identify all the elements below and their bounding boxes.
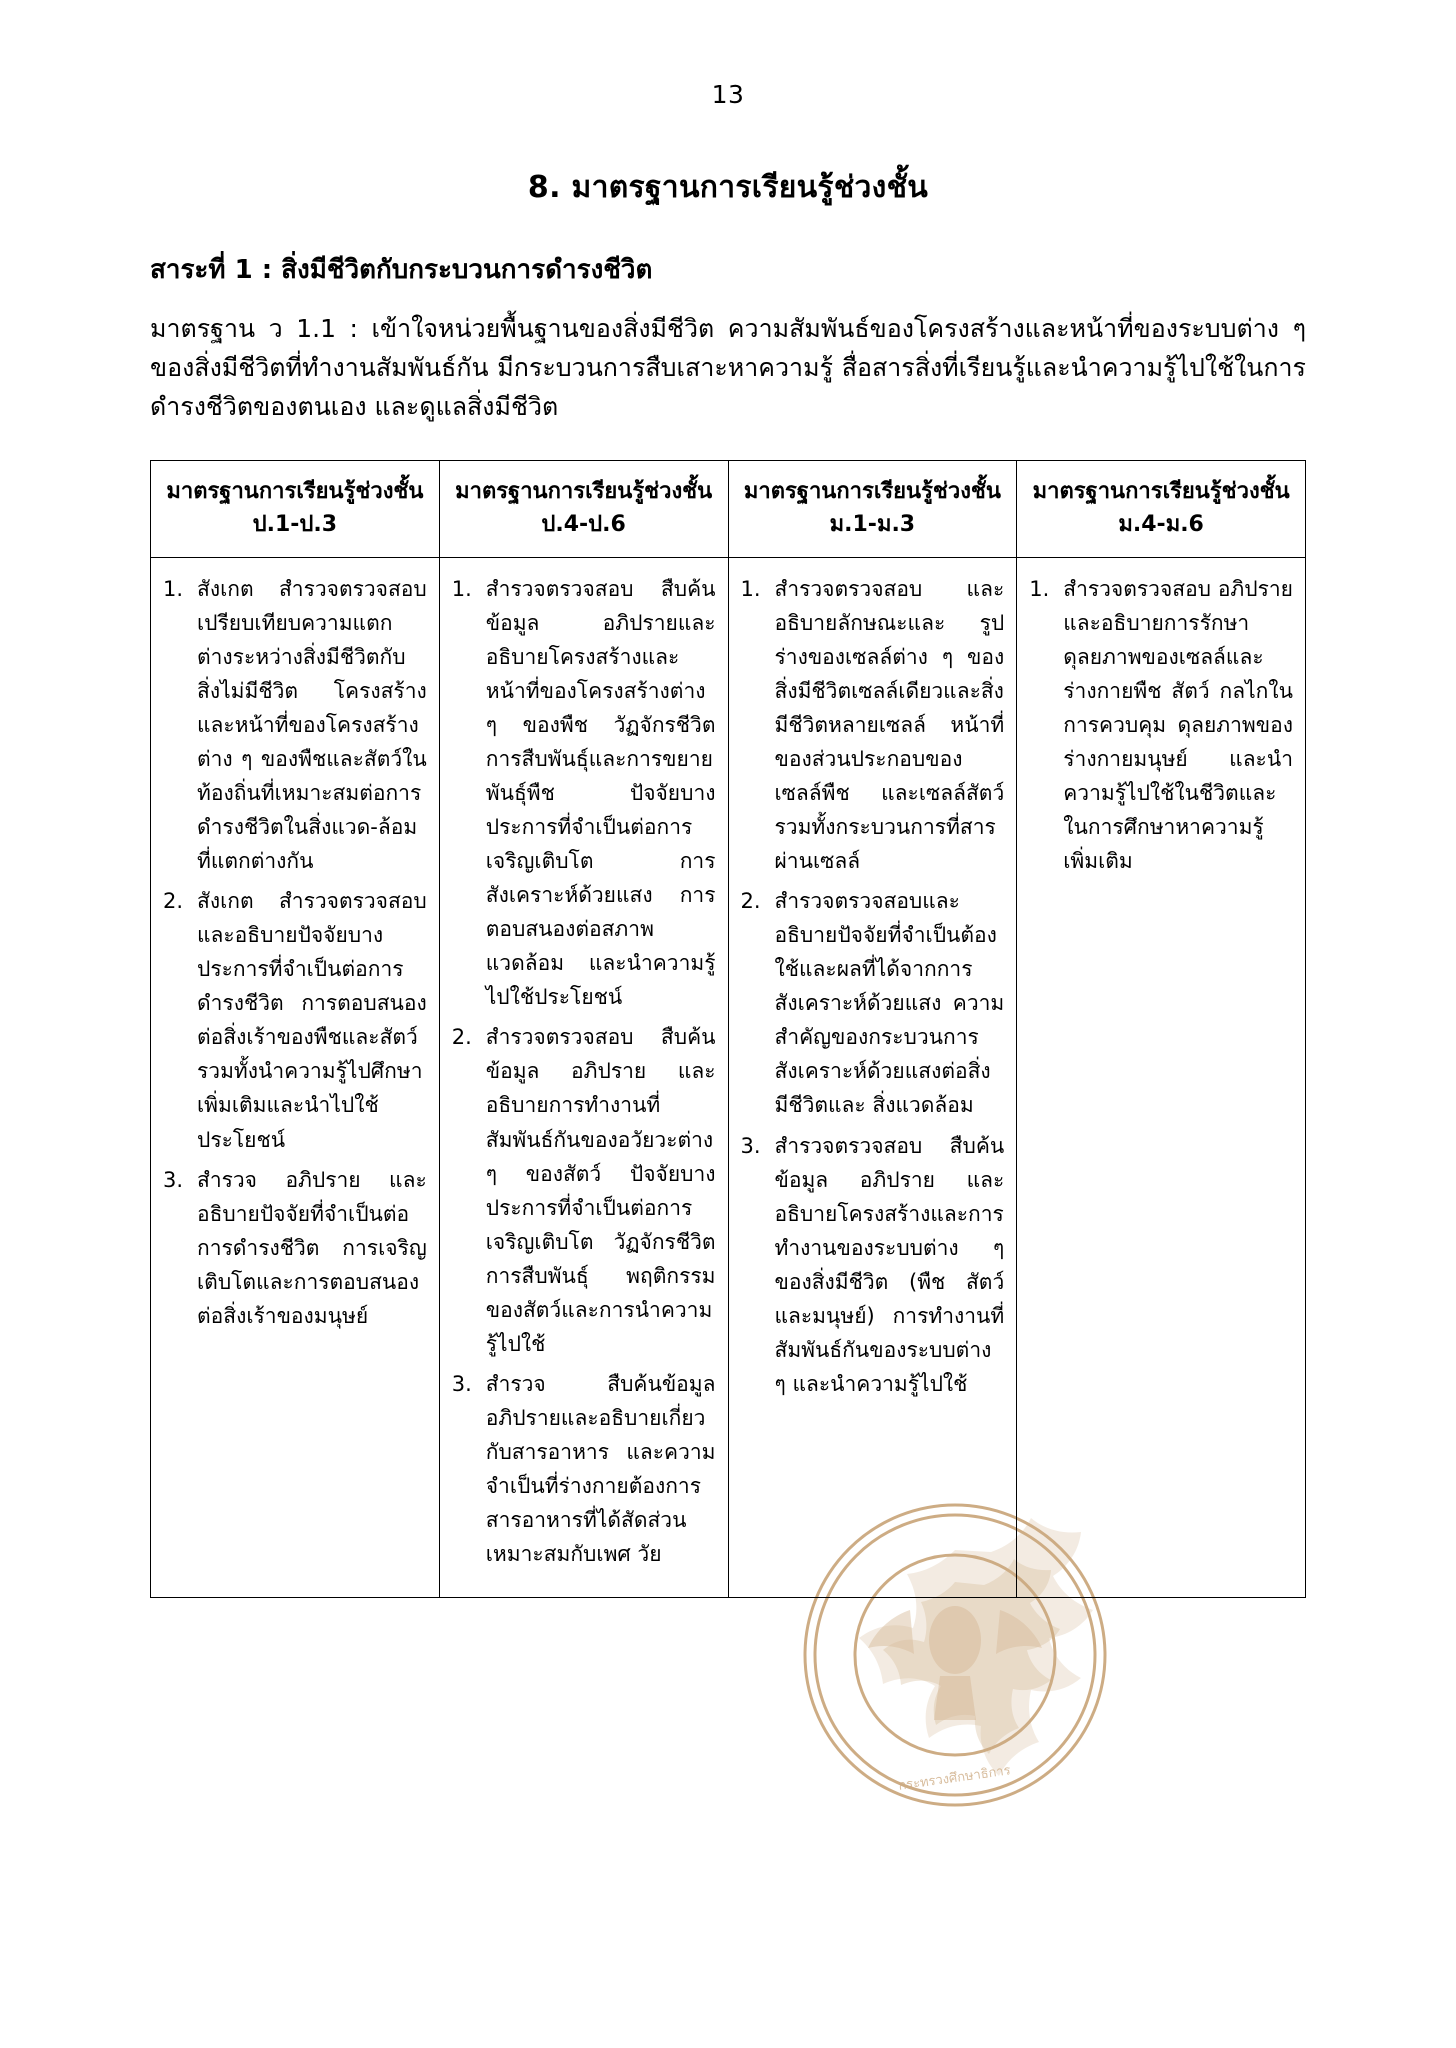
cell-p4-p6 xyxy=(439,558,728,1597)
list-item: สังเกต สำรวจตรวจสอบ และอธิบายปัจจัยบางประการที่จำเป็นต่อการดำรงชีวิต การตอบสนองต่อสิ่งเร้าของพืชและสัตว์ รวมทั้งนำความรู้ไปศึกษาเพิ่มเติมและนำไปใช้ประโยชน์ xyxy=(197,889,427,1152)
list-item: สำรวจตรวจสอบและอธิบายปัจจัยที่จำเป็นต้องใช้และผลที่ได้จากการสังเคราะห์ด้วยแสง ความสำคัญของกระบวนการสังเคราะห์ด้วยแสงต่อสิ่งมีชีวิตและ สิ่งแวดล้อม xyxy=(774,889,1005,1118)
standards-list-m1-m3 xyxy=(741,572,1005,1400)
column-header-p4-p6 xyxy=(439,461,728,558)
list-item: สำรวจ สืบค้นข้อมูล อภิปรายและอธิบายเกี่ยวกับสารอาหาร และความจำเป็นที่ร่างกายต้องการสารอาหารที่ได้สัดส่วนเหมาะสมกับเพศ วัย xyxy=(485,1371,716,1566)
table-container xyxy=(150,460,1306,1795)
list-item: สำรวจตรวจสอบ สืบค้นข้อมูล อภิปราย และอธิบายโครงสร้างและการทำงานของระบบต่าง ๆ ของสิ่งมีชีวิต (พืช สัตว์ และมนุษย์) การทำงานที่สัมพันธ์กันของระบบต่าง ๆ และนำความรู้ไปใช้ xyxy=(774,1133,1005,1396)
section-heading: สาระที่ 1 : สิ่งมีชีวิตกับกระบวนการดำรงชีวิต xyxy=(150,255,653,285)
standards-list-p4-p6 xyxy=(452,572,716,1570)
list-item: สำรวจตรวจสอบ และอธิบายลักษณะและ รูปร่างของเซลล์ต่าง ๆ ของสิ่งมีชีวิตเซลล์เดียวและสิ่งมีชีวิตหลายเซลล์ หน้าที่ของส่วนประกอบของเซลล์พืช และเซลล์สัตว์ รวมทั้งกระบวนการที่สารผ่านเซลล์ xyxy=(774,577,1005,874)
page-number: 13 xyxy=(711,80,745,109)
column-header-p1-p3 xyxy=(151,461,440,558)
header-line-1: มาตรฐานการเรียนรู้ช่วงชั้น xyxy=(166,479,424,505)
list-item: สำรวจตรวจสอบ สืบค้นข้อมูล อภิปราย และอธิบายการทำงานที่สัมพันธ์กันของอวัยวะต่าง ๆ ของสัตว์ ปัจจัยบางประการที่จำเป็นต่อการเจริญเติบโต วัฏจักรชีวิต การสืบพันธุ์ พฤติกรรมของสัตว์และการนำความรู้ไปใช้ xyxy=(485,1025,716,1356)
standards-list-p1-p3 xyxy=(163,572,427,1332)
page-title: 8. มาตรฐานการเรียนรู้ช่วงชั้น xyxy=(527,170,929,205)
header-line-2: ป.1-ป.3 xyxy=(252,512,338,538)
header-line-1: มาตรฐานการเรียนรู้ช่วงชั้น xyxy=(455,479,713,505)
header-line-2: ป.4-ป.6 xyxy=(541,512,626,538)
svg-text:กระทรวงศึกษาธิการ: กระทรวงศึกษาธิการ xyxy=(897,1763,1012,1795)
list-item: สังเกต สำรวจตรวจสอบ เปรียบเทียบความแตกต่างระหว่างสิ่งมีชีวิตกับสิ่งไม่มีชีวิต โครงสร้างและหน้าที่ของโครงสร้างต่าง ๆ ของพืชและสัตว์ในท้องถิ่นที่เหมาะสมต่อการดำรงชีวิตในสิ่งแวด-ล้อมที่แตกต่างกัน xyxy=(197,577,427,874)
header-line-1: มาตรฐานการเรียนรู้ช่วงชั้น xyxy=(743,479,1001,505)
table-row xyxy=(151,558,1306,1597)
header-line-1: มาตรฐานการเรียนรู้ช่วงชั้น xyxy=(1032,479,1290,505)
learning-standards-table xyxy=(150,460,1306,1597)
table-header-row xyxy=(151,461,1306,558)
list-item: สำรวจ อภิปราย และอธิบายปัจจัยที่จำเป็นต่อการดำรงชีวิต การเจริญเติบโตและการตอบสนองต่อสิ่งเร้าของมนุษย์ xyxy=(197,1167,427,1328)
header-line-2: ม.1-ม.3 xyxy=(829,512,916,538)
list-item: สำรวจตรวจสอบ อภิปรายและอธิบายการรักษาดุลยภาพของเซลล์และร่างกายพืช สัตว์ กลไกในการควบคุม ดุลยภาพของร่างกายมนุษย์ และนำความรู้ไปใช้ในชีวิตและในการศึกษาหาความรู้เพิ่มเติม xyxy=(1063,577,1293,874)
list-item: สำรวจตรวจสอบ สืบค้นข้อมูล อภิปรายและอธิบายโครงสร้างและหน้าที่ของโครงสร้างต่าง ๆ ของพืช วัฏจักรชีวิต การสืบพันธุ์และการขยายพันธุ์พืช ปัจจัยบางประการที่จำเป็นต่อการเจริญเติบโต การสังเคราะห์ด้วยแสง การตอบสนองต่อสภาพแวดล้อม และนำความรู้ไปใช้ประโยชน์ xyxy=(485,577,716,1010)
cell-m4-m6 xyxy=(1017,558,1306,1597)
cell-p1-p3 xyxy=(151,558,440,1597)
header-line-2: ม.4-ม.6 xyxy=(1118,512,1204,538)
column-header-m1-m3 xyxy=(728,461,1017,558)
cell-m1-m3 xyxy=(728,558,1017,1597)
column-header-m4-m6 xyxy=(1017,461,1306,558)
standards-list-m4-m6 xyxy=(1029,572,1293,878)
standard-paragraph: มาตรฐาน ว 1.1 : เข้าใจหน่วยพื้นฐานของสิ่งมีชีวิต ความสัมพันธ์ของโครงสร้างและหน้าที่ของระบบต่าง ๆ ของสิ่งมีชีวิตที่ทำงานสัมพันธ์กัน มีกระบวนการสืบเสาะหาความรู้ สื่อสารสิ่งที่เรียนรู้และนำความรู้ไปใช้ในการดำรงชีวิตของตนเอง และดูแลสิ่งมีชีวิต xyxy=(150,314,1306,421)
